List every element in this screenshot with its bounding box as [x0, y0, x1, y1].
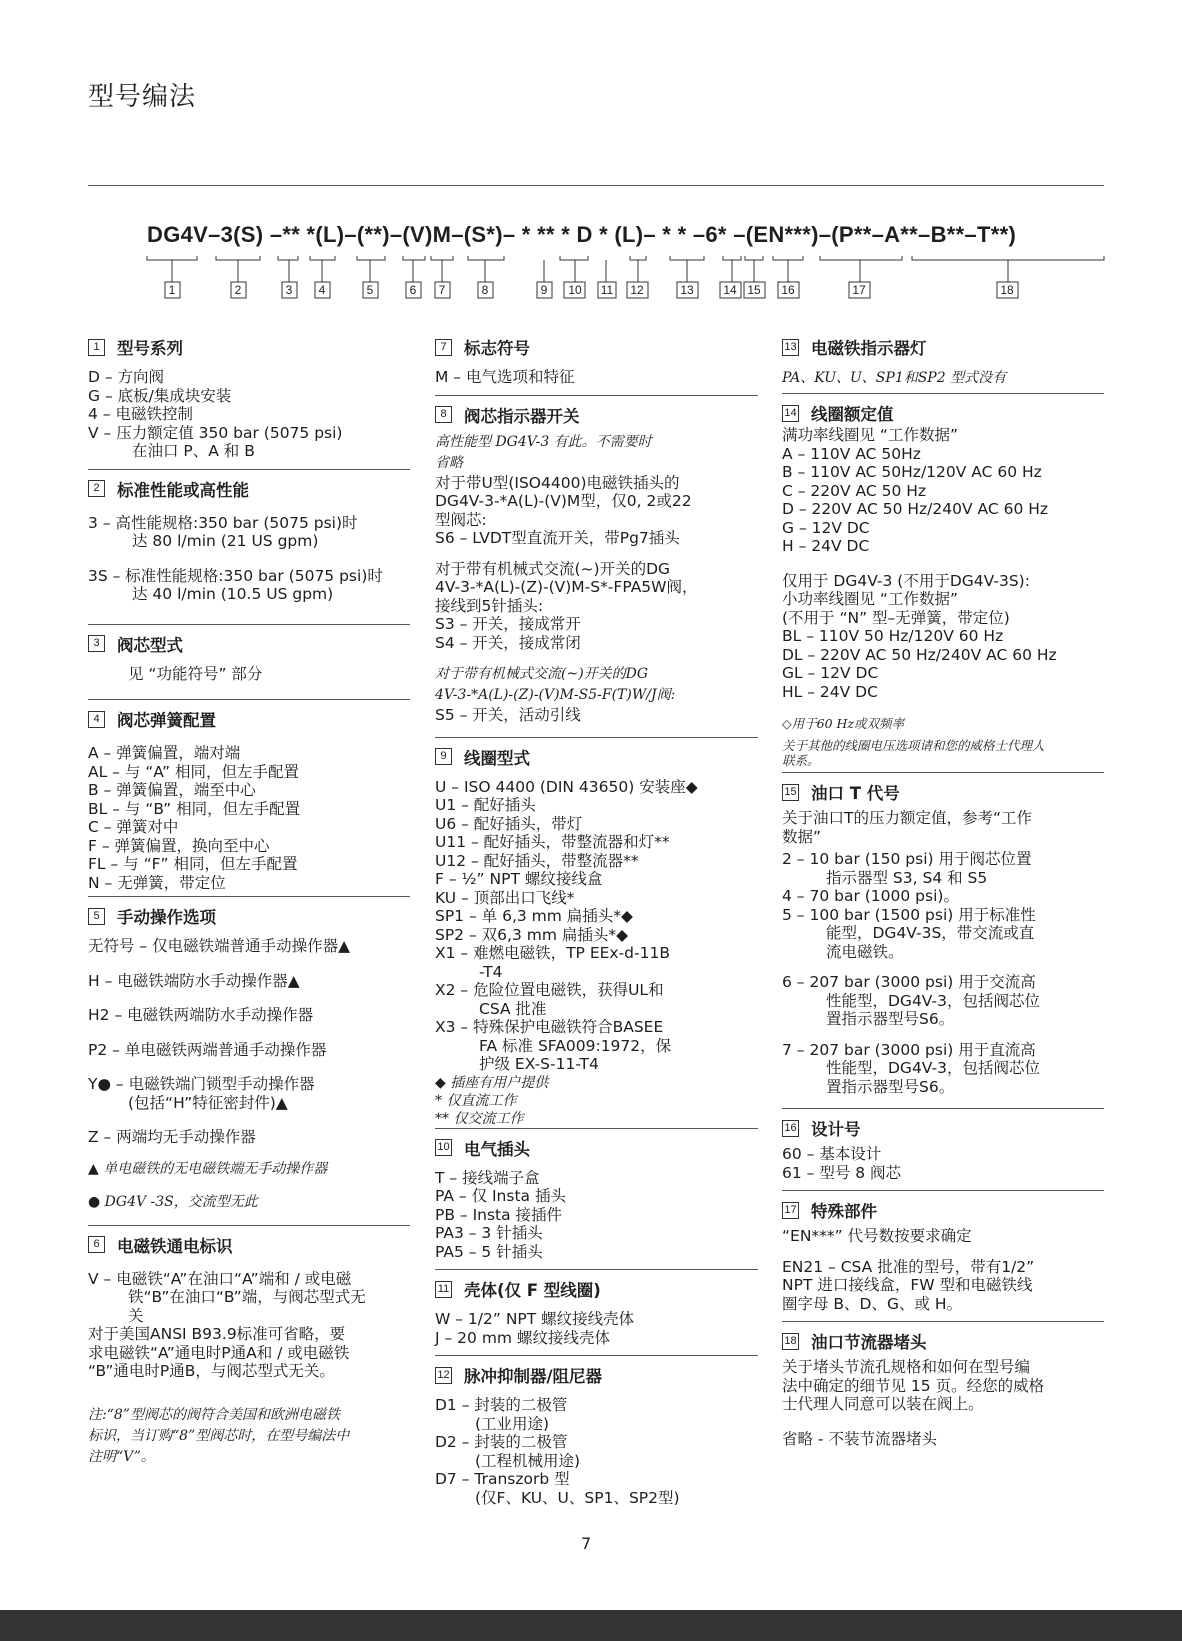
- position-number-13: 13: [680, 283, 694, 297]
- text-line: 性能型，DG4V-3，包括阀芯位: [826, 1059, 1040, 1077]
- text-line: PA – 仅 Insta 插头: [435, 1187, 566, 1205]
- section-number: 16: [782, 1120, 799, 1137]
- text-line: 5 – 100 bar (1500 psi) 用于标准性: [782, 905, 1036, 924]
- text-line: B – 110V AC 50Hz/120V AC 60 Hz: [782, 463, 1042, 481]
- text-line: B – 弹簧偏置，端至中心: [88, 781, 256, 799]
- text-line: CSA 批准: [479, 999, 547, 1018]
- section-2: [88, 469, 410, 624]
- text-line: (不用于 “N” 型–无弹簧，带定位): [782, 608, 1010, 627]
- text-line: 置指示器型号S6。: [826, 1077, 955, 1096]
- text-line: A – 110V AC 50Hz: [782, 444, 921, 463]
- text-line: PA3 – 3 针插头: [435, 1224, 543, 1242]
- text-line: 置指示器型号S6。: [826, 1010, 955, 1028]
- text-line: 仅用于 DG4V-3 (不用于DG4V-3S):: [782, 571, 1030, 590]
- footnote: ● DG4V -3S，交流型无此: [88, 1193, 258, 1210]
- section-title: 脉冲抑制器/阻尼器: [464, 1367, 603, 1386]
- section-title: 电磁铁通电标识: [117, 1236, 233, 1256]
- text-line: 61 – 型号 8 阀芯: [782, 1163, 902, 1182]
- section-number: 7: [435, 339, 452, 356]
- section-18: [782, 1321, 1104, 1448]
- text-line: D – 方向阀: [88, 368, 165, 386]
- text-line: 对于带U型(ISO4400)电磁铁插头的: [435, 473, 680, 492]
- text-line: 对于美国ANSI B93.9标准可省略，要: [88, 1325, 346, 1343]
- section-number: 3: [88, 635, 105, 652]
- text-line: 关于堵头节流孔规格和如何在型号编: [782, 1358, 1031, 1376]
- section-number: 13: [782, 339, 799, 356]
- text-line: PA5 – 5 针插头: [435, 1242, 543, 1261]
- text-line: C – 弹簧对中: [88, 818, 179, 836]
- text-line: EN21 – CSA 批准的型号，带有1/2”: [782, 1257, 1035, 1276]
- section-title: 型号系列: [117, 339, 183, 358]
- text-line: KU – 顶部出口飞线*: [435, 888, 575, 907]
- position-number-5: 5: [366, 283, 374, 297]
- section-10: [435, 1128, 758, 1270]
- text-line: 满功率线圈见 “工作数据”: [782, 426, 958, 444]
- section-number: 15: [782, 784, 799, 801]
- text-line: FA 标准 SFA009:1972，保: [479, 1036, 672, 1055]
- text-line: P2 – 单电磁铁两端普通手动操作器: [88, 1040, 327, 1059]
- text-line: D – 220V AC 50 Hz/240V AC 60 Hz: [782, 500, 1049, 518]
- text-line: 60 – 基本设计: [782, 1145, 882, 1163]
- text-line: 对于带有机械式交流(~)开关的DG: [435, 559, 671, 578]
- note-line: 省略: [435, 454, 463, 471]
- section-17: [782, 1190, 1104, 1321]
- section-3: [88, 624, 410, 700]
- footnote: ◇用于60 Hz或双频率: [782, 716, 904, 731]
- text-line: F – 弹簧偏置，换向至中心: [88, 836, 270, 855]
- section-14: [782, 393, 1104, 772]
- model-code: DG4V–3(S) –** *(L)–(**)–(V)M–(S*)– * ** * D * (L)– * * –6* –(EN***)–(P**–A**–B**–T**): [147, 222, 1017, 247]
- section-number: 9: [435, 748, 452, 765]
- text-line: 关: [128, 1306, 144, 1325]
- text-line: T – 接线端子盒: [435, 1168, 540, 1187]
- text-line: M – 电气选项和特征: [435, 368, 575, 386]
- position-number-3: 3: [285, 283, 293, 297]
- text-line: 士代理人同意可以装在阀上。: [782, 1395, 984, 1413]
- footnote: ◆ 插座有用户提供: [435, 1074, 549, 1091]
- text-line: F – ½” NPT 螺纹接线盒: [435, 870, 603, 888]
- section-title: 线圈型式: [464, 748, 530, 768]
- text-line: 求电磁铁“A”通电时P通A和 / 或电磁铁: [88, 1343, 350, 1362]
- footnote: * 仅直流工作: [435, 1092, 517, 1109]
- text-line: 数据”: [782, 827, 822, 846]
- text-line: 圈字母 B、D、G、或 H。: [782, 1294, 963, 1313]
- section-title: 特殊部件: [811, 1202, 877, 1221]
- column-1: [88, 334, 410, 1468]
- text-line: “B”通电时P通B，与阀芯型式无关。: [88, 1362, 335, 1380]
- text-line: BL – 110V 50 Hz/120V 60 Hz: [782, 627, 1004, 645]
- text-line: 4 – 电磁铁控制: [88, 405, 193, 423]
- text-line: S5 – 开关，活动引线: [435, 706, 581, 724]
- section-title: 标志符号: [464, 339, 530, 358]
- position-number-15: 15: [747, 283, 761, 297]
- text-line: DG4V-3-*A(L)-(V)M型，仅0, 2或22: [435, 492, 692, 510]
- section-11: [435, 1269, 758, 1355]
- section-number: 1: [88, 339, 105, 356]
- text-line: 无符号 – 仅电磁铁端普通手动操作器▲: [88, 937, 351, 955]
- text-line: G – 底板/集成块安装: [88, 386, 232, 405]
- text-line: NPT 进口接线盒，FW 型和电磁铁线: [782, 1276, 1033, 1294]
- text-line: 达 80 l/min (21 US gpm): [132, 532, 319, 550]
- position-number-14: 14: [723, 283, 737, 297]
- text-line: 达 40 l/min (10.5 US gpm): [132, 585, 334, 603]
- section-title: 标准性能或高性能: [117, 480, 249, 500]
- section-12: [435, 1355, 758, 1507]
- page-number: 7: [581, 1534, 592, 1553]
- text-line: X3 – 特殊保护电磁铁符合BASEE: [435, 1018, 664, 1036]
- text-line: 见 “功能符号” 部分: [128, 664, 263, 683]
- text-line: 6 – 207 bar (3000 psi) 用于交流高: [782, 973, 1036, 991]
- section-title: 电磁铁指示器灯: [811, 339, 927, 358]
- text-line: HL – 24V DC: [782, 682, 878, 701]
- text-line: 铁“B”在油口“B”端，与阀芯型式无: [128, 1288, 366, 1306]
- section-title: 壳体(仅 F 型线圈): [464, 1281, 601, 1300]
- note-line: 4V-3-*A(L)-(Z)-(V)M-S5-F(T)W/J阀:: [435, 687, 676, 703]
- text-line: 型阀芯:: [435, 510, 487, 529]
- text-line: H – 电磁铁端防水手动操作器▲: [88, 971, 300, 990]
- text-line: (仅F、KU、U、SP1、SP2型): [475, 1488, 680, 1507]
- text-line: 省略 - 不装节流器堵头: [782, 1429, 937, 1448]
- text-line: S3 – 开关，接成常开: [435, 615, 581, 633]
- note-line: 高性能型 DG4V-3 有此。不需要时: [435, 433, 652, 450]
- section-number: 8: [435, 406, 452, 423]
- text-line: U12 – 配好插头，带整流器**: [435, 851, 639, 870]
- text-line: U11 – 配好插头，带整流器和灯**: [435, 833, 670, 851]
- section-number: 10: [435, 1139, 452, 1156]
- top-rule: [88, 185, 1104, 186]
- position-number-4: 4: [318, 283, 326, 297]
- text-line: 4 – 70 bar (1000 psi)。: [782, 887, 959, 905]
- position-number-8: 8: [481, 283, 489, 297]
- text-line: 护级 EX-S-11-T4: [479, 1055, 599, 1073]
- position-number-12: 12: [630, 283, 644, 297]
- text-line: FL – 与 “F” 相同，但左手配置: [88, 855, 298, 873]
- section-number: 6: [88, 1236, 105, 1253]
- section-16: [782, 1108, 1104, 1190]
- text-line: BL – 与 “B” 相同，但左手配置: [88, 799, 301, 818]
- footnote: ** 仅交流工作: [435, 1110, 524, 1127]
- text-line: 关于油口T的压力额定值，参考“工作: [782, 809, 1032, 827]
- text-line: V – 压力额定值 350 bar (5075 psi): [88, 423, 343, 442]
- text-line: 7 – 207 bar (3000 psi) 用于直流高: [782, 1040, 1036, 1059]
- position-number-16: 16: [781, 283, 795, 297]
- position-brackets: [0, 256, 1182, 306]
- section-title: 线圈额定值: [811, 405, 894, 424]
- text-line: H – 24V DC: [782, 537, 870, 555]
- text-line: 3S – 标准性能规格:350 bar (5075 psi)时: [88, 566, 383, 585]
- footnote: ▲ 单电磁铁的无电磁铁端无手动操作器: [88, 1160, 328, 1177]
- text-line: (包括“H”特征密封件)▲: [128, 1093, 288, 1112]
- text-line: S4 – 开关，接成常闭: [435, 633, 581, 652]
- position-number-17: 17: [852, 283, 866, 297]
- section-title: 阀芯型式: [117, 635, 183, 655]
- footnote: 关于其他的线圈电压选项请和您的威格士代理人: [782, 738, 1045, 753]
- position-number-18: 18: [1000, 283, 1014, 297]
- text-line: D1 – 封装的二极管: [435, 1396, 568, 1414]
- text-line: 法中确定的细节见 15 页。经您的威格: [782, 1376, 1045, 1395]
- section-number: 12: [435, 1367, 452, 1384]
- section-title: 设计号: [811, 1120, 861, 1139]
- text-line: X2 – 危险位置电磁铁，获得UL和: [435, 981, 664, 999]
- text-line: 流电磁铁。: [826, 942, 904, 961]
- footer-bar: [0, 1610, 1182, 1641]
- section-number: 11: [435, 1281, 452, 1298]
- page-title: 型号编法: [88, 82, 197, 112]
- section-title: 阀芯指示器开关: [464, 406, 580, 426]
- text-line: A – 弹簧偏置，端对端: [88, 744, 241, 762]
- text-line: GL – 12V DC: [782, 664, 879, 682]
- text-line: AL – 与 “A” 相同，但左手配置: [88, 762, 299, 781]
- text-line: 指示器型 S3, S4 和 S5: [826, 868, 988, 887]
- section-4: [88, 699, 410, 896]
- text-line: 接线到5针插头:: [435, 596, 544, 615]
- section-15: [782, 772, 1104, 1108]
- text-line: C – 220V AC 50 Hz: [782, 481, 927, 500]
- text-line: W – 1/2” NPT 螺纹接线壳体: [435, 1310, 635, 1328]
- text-line: D7 – Transzorb 型: [435, 1470, 570, 1488]
- text-line: DL – 220V AC 50 Hz/240V AC 60 Hz: [782, 645, 1057, 664]
- text-line: Z – 两端均无手动操作器: [88, 1128, 256, 1146]
- text-line: “EN***” 代号数按要求确定: [782, 1227, 972, 1245]
- column-2: [435, 334, 758, 1507]
- section-9: [435, 737, 758, 1128]
- position-number-11: 11: [600, 283, 614, 297]
- text-line: X1 – 难燃电磁铁，TP EEx-d-11B: [435, 944, 670, 962]
- section-number: 5: [88, 908, 105, 925]
- section-6: [88, 1225, 410, 1468]
- text-line: U6 – 配好插头，带灯: [435, 814, 583, 833]
- section-number: 4: [88, 711, 105, 728]
- column-3: [782, 334, 1104, 1448]
- section-title: 手动操作选项: [117, 908, 216, 927]
- text-line: 3 – 高性能规格:350 bar (5075 psi)时: [88, 513, 358, 532]
- section-number: 18: [782, 1333, 799, 1350]
- note-line: 注:“8”型阀芯的阀符合美国和欧洲电磁铁: [88, 1406, 340, 1423]
- note-line: PA、KU、U、SP1和SP2 型式没有: [782, 370, 1007, 386]
- text-line: 在油口 P、A 和 B: [132, 442, 255, 460]
- text-line: SP2 – 双6,3 mm 扁插头*◆: [435, 925, 629, 944]
- text-line: D2 – 封装的二极管: [435, 1433, 568, 1451]
- text-line: 能型，DG4V-3S，带交流或直: [826, 924, 1035, 942]
- text-line: -T4: [479, 962, 503, 981]
- section-13: [782, 334, 1104, 393]
- text-line: N – 无弹簧，带定位: [88, 873, 226, 892]
- section-title: 油口 T 代号: [811, 784, 900, 803]
- text-line: SP1 – 单 6,3 mm 扁插头*◆: [435, 907, 633, 925]
- section-number: 14: [782, 405, 799, 422]
- position-number-9: 9: [540, 283, 548, 297]
- section-8: [435, 395, 758, 737]
- text-line: G – 12V DC: [782, 518, 870, 537]
- position-number-6: 6: [409, 283, 417, 297]
- text-line: 小功率线圈见 “工作数据”: [782, 590, 958, 608]
- note-line: 标识，当订购“8”型阀芯时，在型号编法中: [88, 1427, 350, 1444]
- text-line: S6 – LVDT型直流开关，带Pg7插头: [435, 529, 680, 547]
- section-number: 17: [782, 1202, 799, 1219]
- section-7: [435, 334, 758, 395]
- note-line: 对于带有机械式交流(~)开关的DG: [435, 666, 649, 682]
- text-line: 4V-3-*A(L)-(Z)-(V)M-S*-FPA5W阀，: [435, 578, 698, 596]
- footnote: 联系。: [782, 753, 820, 768]
- text-line: V – 电磁铁“A”在油口“A”端和 / 或电磁: [88, 1269, 352, 1288]
- position-number-10: 10: [568, 283, 582, 297]
- section-5: [88, 896, 410, 1225]
- text-line: H2 – 电磁铁两端防水手动操作器: [88, 1006, 314, 1024]
- note-line: 注明“V”。: [88, 1448, 155, 1465]
- position-number-1: 1: [168, 283, 176, 297]
- position-number-2: 2: [234, 283, 242, 297]
- section-number: 2: [88, 480, 105, 497]
- text-line: Y● – 电磁铁端门锁型手动操作器: [88, 1075, 315, 1093]
- text-line: J – 20 mm 螺纹接线壳体: [435, 1328, 610, 1347]
- section-title: 油口节流器堵头: [811, 1333, 927, 1352]
- text-line: U1 – 配好插头: [435, 796, 536, 814]
- text-line: PB – Insta 接插件: [435, 1205, 563, 1224]
- text-line: 2 – 10 bar (150 psi) 用于阀芯位置: [782, 850, 1032, 868]
- text-line: U – ISO 4400 (DIN 43650) 安装座◆: [435, 777, 698, 796]
- text-line: (工业用途): [475, 1414, 550, 1433]
- section-1: [88, 334, 410, 469]
- text-line: 性能型，DG4V-3，包括阀芯位: [826, 991, 1040, 1010]
- text-line: (工程机械用途): [475, 1451, 581, 1470]
- position-number-7: 7: [438, 283, 446, 297]
- section-title: 电气插头: [464, 1139, 530, 1159]
- section-title: 阀芯弹簧配置: [117, 711, 216, 730]
